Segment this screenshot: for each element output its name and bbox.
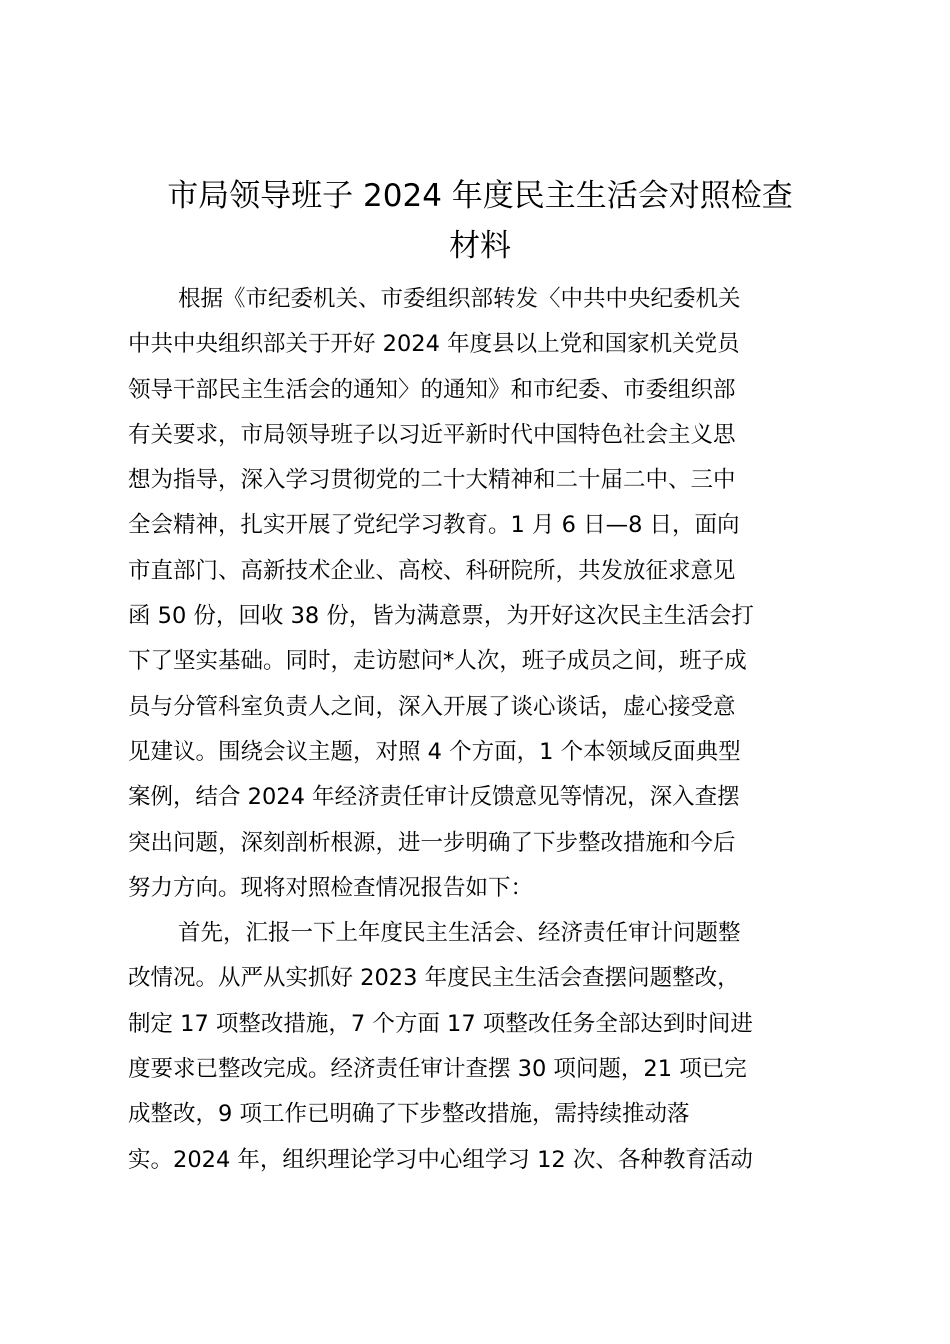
paragraph-line: 领导干部民主生活会的通知〉的通知》和市纪委、市委组织部 [128,376,736,403]
paragraph-line: 案例，结合 2024 年经济责任审计反馈意见等情况，深入查摆 [128,784,740,811]
paragraph-line: 根据《市纪委机关、市委组织部转发〈中共中央纪委机关 [178,286,741,312]
document-title-line-2: 材料 [449,228,511,264]
paragraph-line: 有关要求，市局领导班子以习近平新时代中国特色社会主义思 [128,421,736,448]
document-body [128,277,838,1183]
paragraph-line: 制定 17 项整改措施，7 个方面 17 项整改任务全部达到时间进 [128,1010,753,1037]
paragraph-line: 突出问题，深刻剖析根源，进一步明确了下步整改措施和今后 [128,829,736,856]
paragraph-2 [128,911,838,1183]
paragraph-line: 度要求已整改完成。经济责任审计查摆 30 项问题，21 项已完 [128,1056,747,1083]
paragraph-line: 首先，汇报一下上年度民主生活会、经济责任审计问题整 [178,920,741,947]
paragraph-line: 见建议。围绕会议主题，对照 4 个方面，1 个本领域反面典型 [128,738,741,765]
document-title-line-1: 市局领导班子 2024 年度民主生活会对照检查 [167,178,793,214]
paragraph-line: 下了坚实基础。同时，走访慰问*人次，班子成员之间，班子成 [128,648,747,675]
paragraph-line: 中共中央组织部关于开好 2024 年度县以上党和国家机关党员 [128,331,740,358]
paragraph-line: 成整改，9 项工作已明确了下步整改措施，需持续推动落 [128,1101,690,1128]
paragraph-line: 实。2024 年，组织理论学习中心组学习 12 次、各种教育活动 [128,1146,753,1173]
paragraph-line: 想为指导，深入学习贯彻党的二十大精神和二十届二中、三中 [128,467,736,494]
paragraph-line: 市直部门、高新技术企业、高校、科研院所，共发放征求意见 [128,557,736,584]
paragraph-line: 员与分管科室负责人之间，深入开展了谈心谈话，虚心接受意 [128,693,736,720]
paragraph-line: 全会精神，扎实开展了党纪学习教育。1 月 6 日—8 日，面向 [128,512,740,539]
paragraph-line: 努力方向。现将对照检查情况报告如下： [128,874,534,901]
paragraph-line: 函 50 份，回收 38 份，皆为满意票，为开好这次民主生活会打 [128,603,754,630]
paragraph-1 [128,277,838,911]
paragraph-line: 改情况。从严从实抓好 2023 年度民主生活会查摆问题整改， [128,965,740,992]
